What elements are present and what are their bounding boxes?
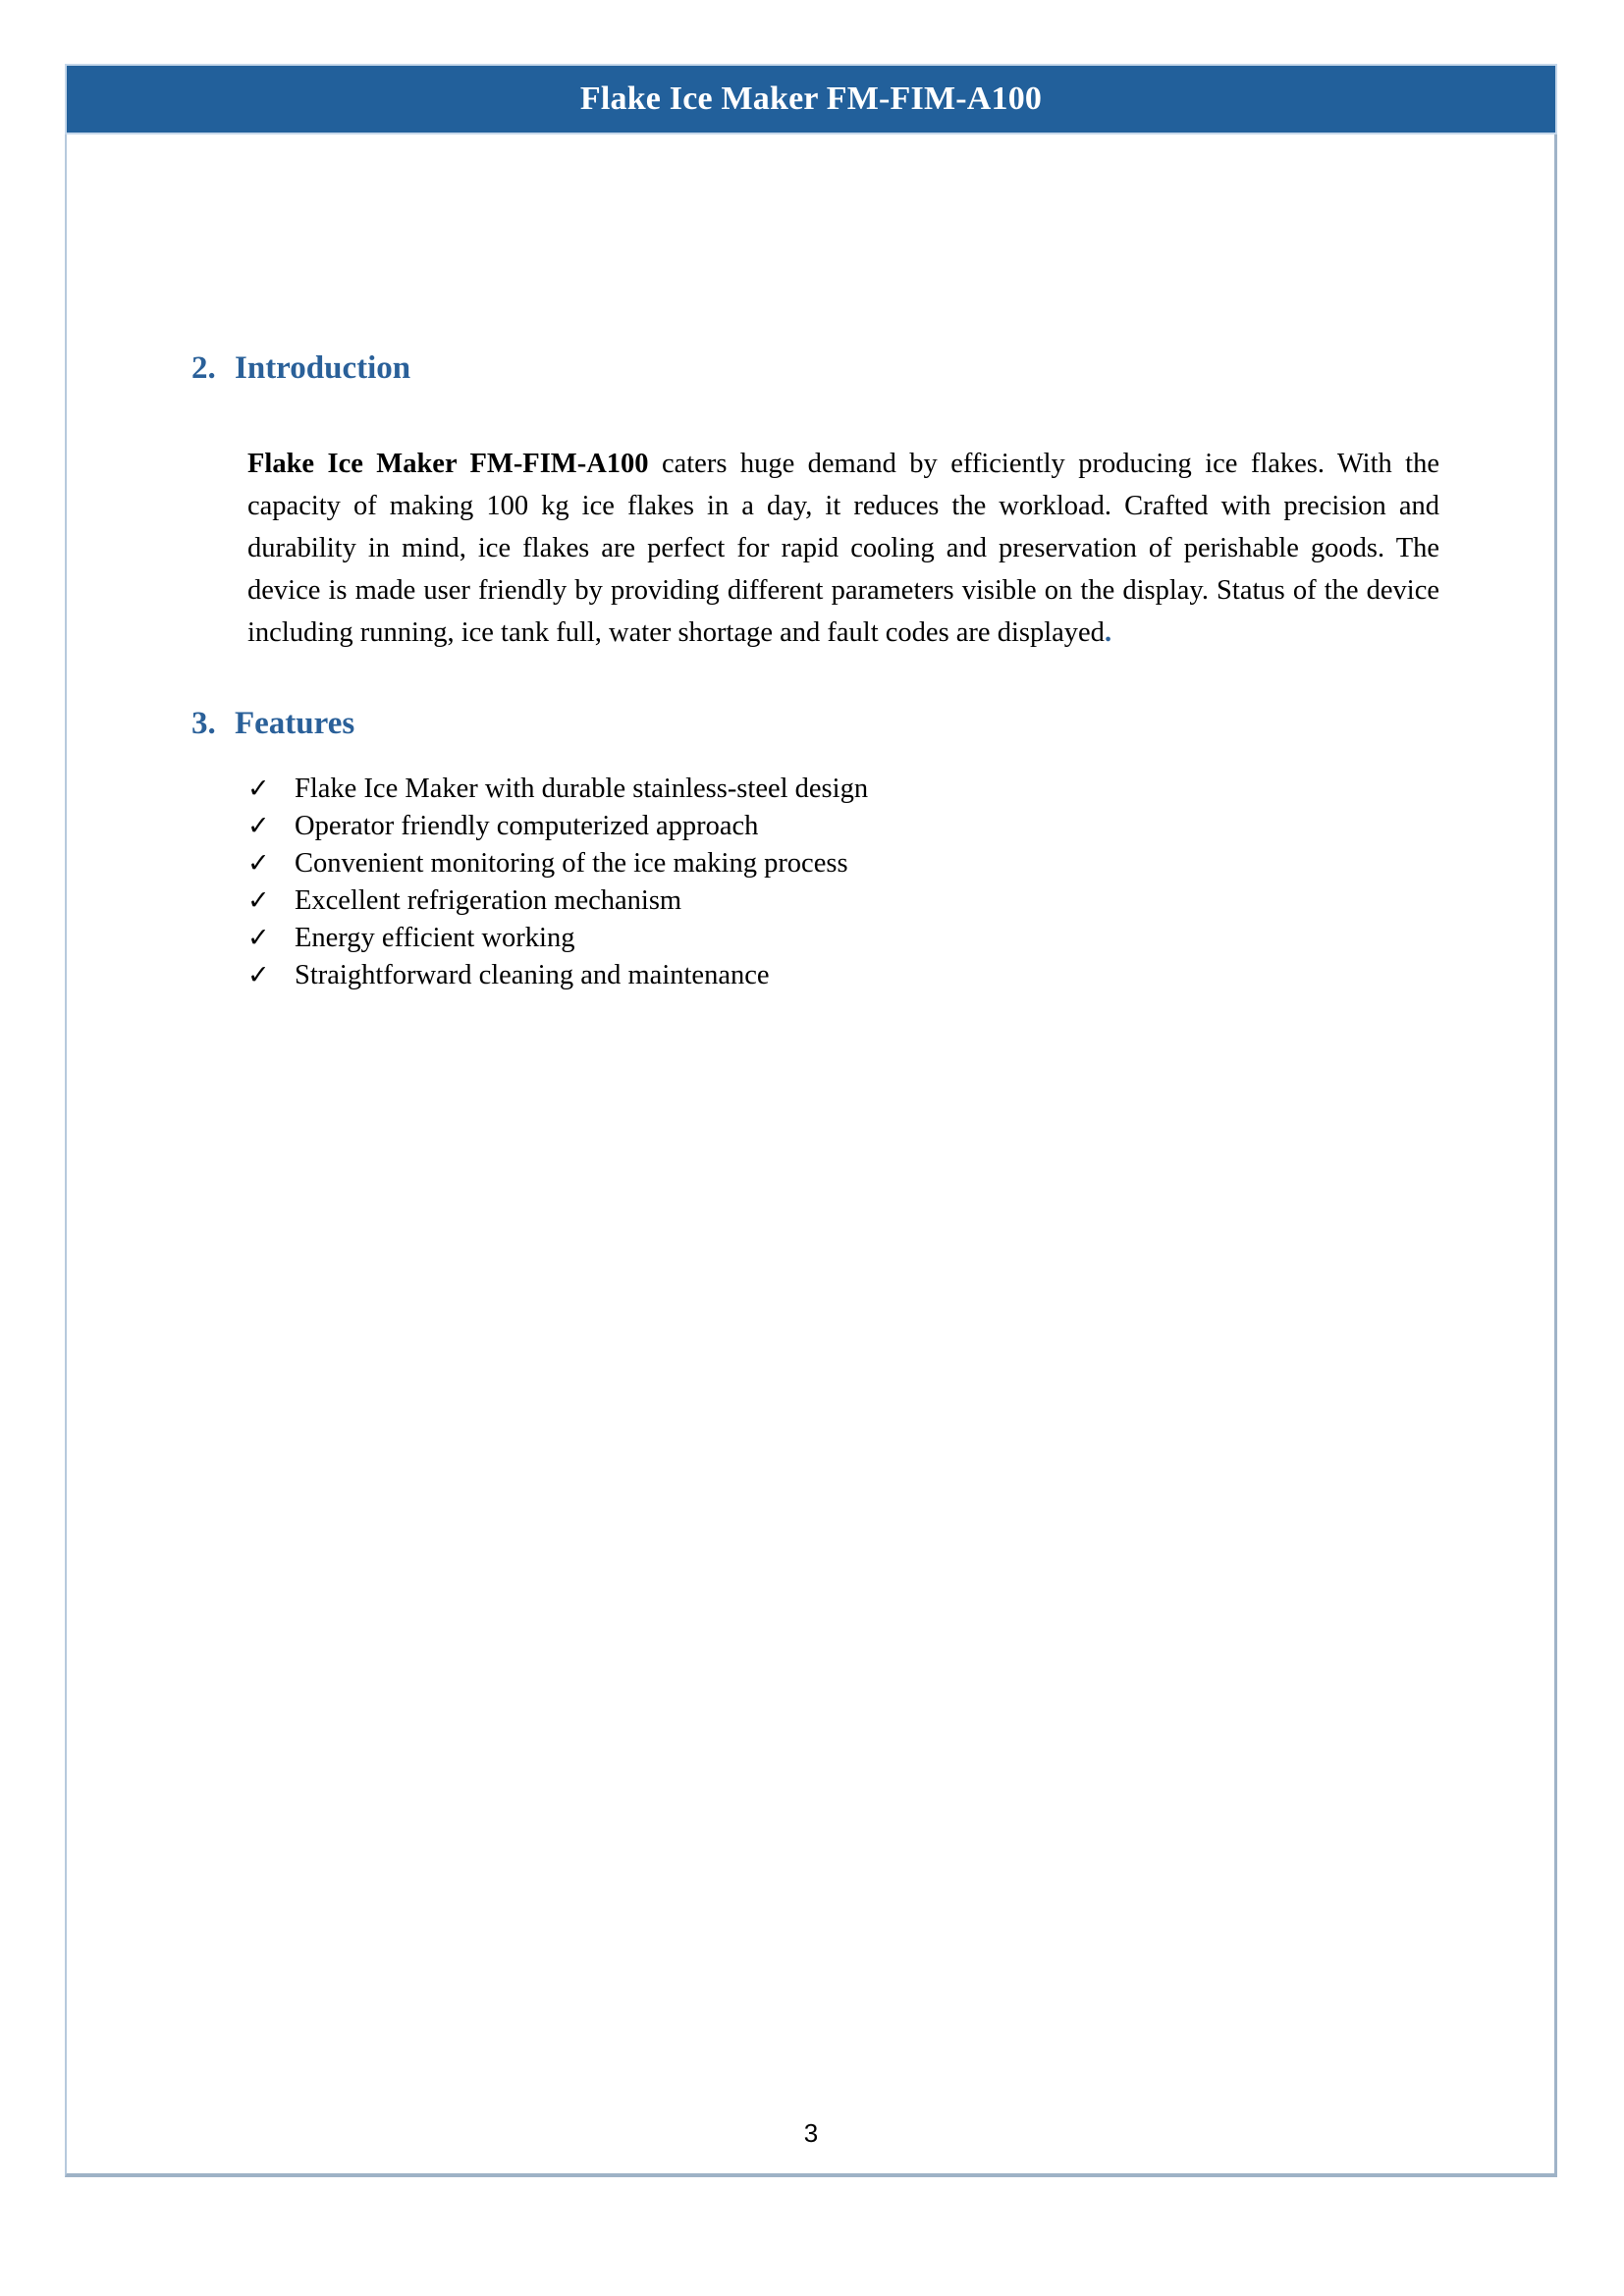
heading-features — [191, 706, 354, 743]
page-number: 3 — [803, 2118, 819, 2148]
document-header-banner — [65, 64, 1557, 134]
list-item — [247, 957, 1439, 994]
list-item-label: Excellent refrigeration mechanism — [295, 885, 682, 916]
introduction-paragraph-lead: Flake Ice Maker FM-FIM-A100 — [247, 448, 649, 479]
heading-introduction-title: Introduction — [235, 350, 411, 386]
document-header-title: Flake Ice Maker FM-FIM-A100 — [579, 80, 1043, 117]
list-item-label: Energy efficient working — [295, 923, 575, 953]
check-icon: ✓ — [247, 960, 270, 990]
list-item — [247, 845, 1439, 882]
check-icon: ✓ — [247, 848, 270, 879]
features-list — [247, 771, 1439, 994]
list-item-label: Convenient monitoring of the ice making process — [295, 848, 848, 879]
list-item — [247, 771, 1439, 808]
check-icon: ✓ — [247, 811, 270, 841]
check-icon: ✓ — [247, 923, 270, 953]
heading-features-title: Features — [235, 706, 355, 741]
introduction-paragraph — [247, 443, 1439, 654]
check-icon: ✓ — [247, 885, 270, 916]
heading-introduction-number: 2. — [191, 350, 216, 386]
check-icon: ✓ — [247, 774, 270, 804]
list-item-label: Straightforward cleaning and maintenance — [295, 960, 770, 990]
introduction-paragraph-body: caters huge demand by efficiently producing ice flakes. With the capacity of making 100 kg ice flakes in a day, it reduces the workload. Crafted with precision and durability in mind, ice flakes are perfect for rapid cooling and preservation of perishable goods. The device is made user friendly by providing different parameters visible on the display. Status of the device including running, ice tank full, water shortage and fault codes are displayed — [247, 448, 1439, 648]
list-item-label: Operator friendly computerized approach — [295, 811, 759, 841]
list-item — [247, 882, 1439, 920]
list-item — [247, 920, 1439, 957]
list-item — [247, 808, 1439, 845]
list-item-label: Flake Ice Maker with durable stainless-steel design — [295, 774, 869, 804]
introduction-paragraph-end-mark: . — [1104, 616, 1112, 648]
heading-introduction — [191, 350, 410, 388]
page-footer — [65, 2120, 1557, 2147]
heading-features-number: 3. — [191, 706, 216, 741]
